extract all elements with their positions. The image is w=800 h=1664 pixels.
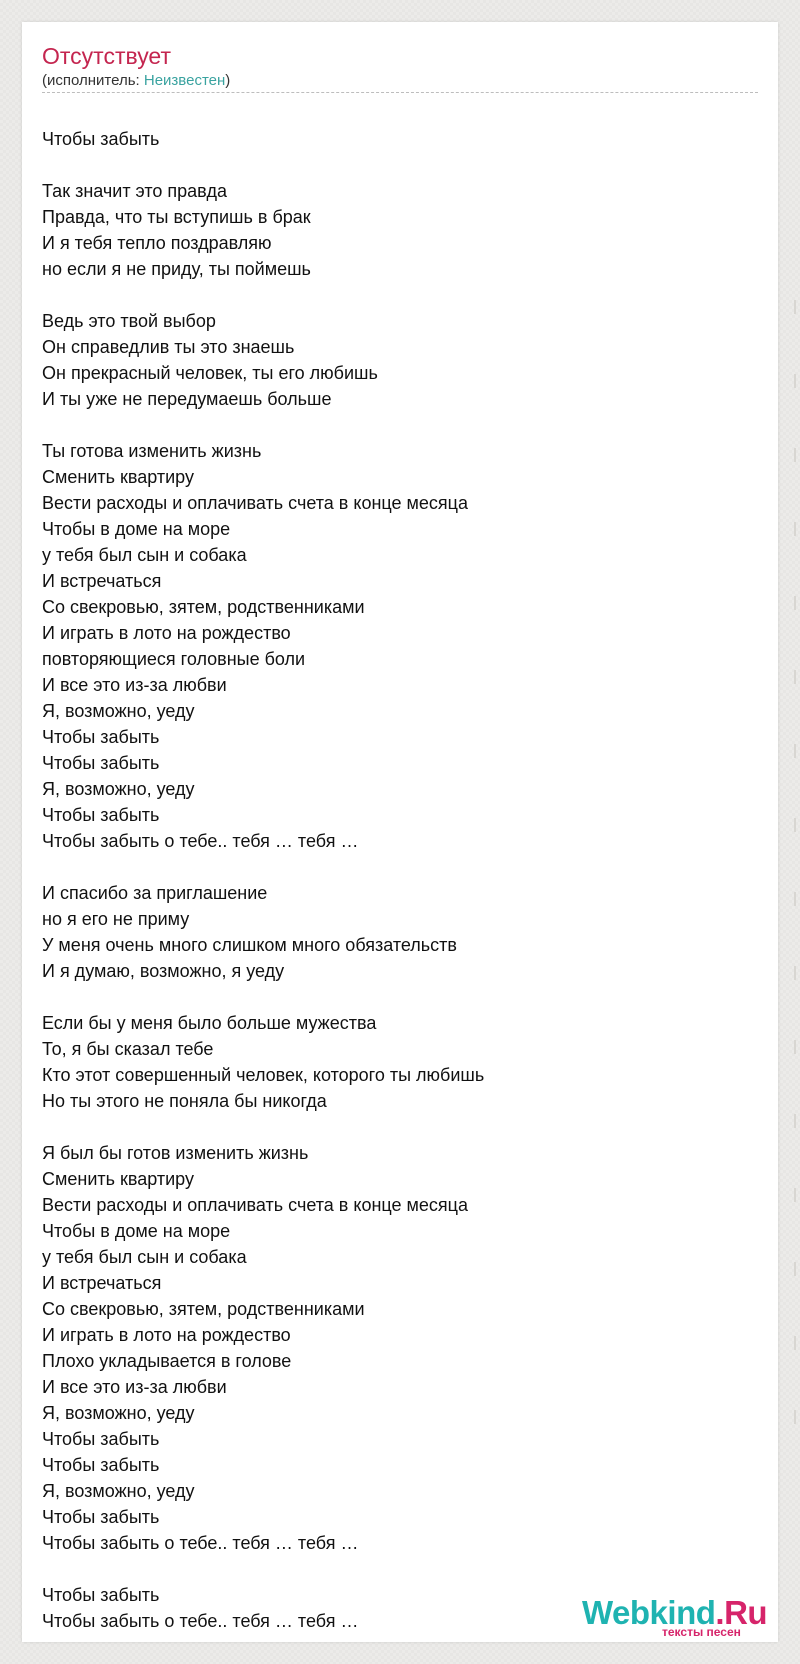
lyric-line: То, я бы сказал тебе <box>42 1039 214 1059</box>
lyric-line: У меня очень много слишком много обязательств <box>42 935 457 955</box>
lyric-line: Плохо укладывается в голове <box>42 1351 292 1371</box>
lyric-line: Так значит это правда <box>42 181 228 201</box>
logo-tagline: тексты песен <box>662 1625 741 1639</box>
artist-suffix: ) <box>225 72 231 89</box>
lyric-line: Он прекрасный человек, ты его любишь <box>42 363 378 383</box>
lyric-line <box>42 152 742 178</box>
lyric-line: И ты уже не передумаешь больше <box>42 389 332 409</box>
lyric-line: Я, возможно, уеду <box>42 1403 195 1423</box>
lyric-line: И играть в лото на рождество <box>42 623 291 643</box>
lyric-line: Правда, что ты вступишь в брак <box>42 207 311 227</box>
lyric-line: И встречаться <box>42 1273 162 1293</box>
lyric-line: Я, возможно, уеду <box>42 701 195 721</box>
lyric-line: Вести расходы и оплачивать счета в конце месяца <box>42 1195 468 1215</box>
artist-line <box>42 72 230 90</box>
lyric-line: Чтобы забыть <box>42 1585 160 1605</box>
lyric-line: у тебя был сын и собака <box>42 1247 247 1267</box>
lyric-line: И играть в лото на рождество <box>42 1325 291 1345</box>
lyric-line: Сменить квартиру <box>42 467 194 487</box>
lyric-line: Ты готова изменить жизнь <box>42 441 262 461</box>
lyric-line: Чтобы забыть <box>42 727 160 747</box>
logo-word: Webkind <box>582 1594 716 1631</box>
lyric-line: Чтобы забыть <box>42 1507 160 1527</box>
lyric-line: Вести расходы и оплачивать счета в конце месяца <box>42 493 468 513</box>
lyric-line: И встречаться <box>42 571 162 591</box>
lyric-line <box>42 412 742 438</box>
lyric-line: Ведь это твой выбор <box>42 311 216 331</box>
title-divider <box>42 92 758 93</box>
lyric-line: И я думаю, возможно, я уеду <box>42 961 285 981</box>
lyric-line <box>42 984 742 1010</box>
lyric-line: Со свекровью, зятем, родственниками <box>42 597 365 617</box>
lyric-line: И все это из-за любви <box>42 1377 227 1397</box>
lyric-line: Чтобы в доме на море <box>42 1221 231 1241</box>
lyric-line <box>42 282 742 308</box>
lyric-line: Со свекровью, зятем, родственниками <box>42 1299 365 1319</box>
lyric-line <box>42 854 742 880</box>
lyric-line: Чтобы забыть о тебе.. тебя … тебя … <box>42 1533 359 1553</box>
lyric-line: повторяющиеся головные боли <box>42 649 306 669</box>
lyric-line: но если я не приду, ты поймешь <box>42 259 311 279</box>
lyric-line <box>42 1114 742 1140</box>
lyric-line: Я, возможно, уеду <box>42 1481 195 1501</box>
lyric-line: И все это из-за любви <box>42 675 227 695</box>
page-edge-marks <box>794 300 797 1500</box>
webkind-logo[interactable] <box>582 1594 782 1639</box>
lyric-line: но я его не приму <box>42 909 190 929</box>
lyric-line: у тебя был сын и собака <box>42 545 247 565</box>
lyric-line: Чтобы забыть о тебе.. тебя … тебя … <box>42 831 359 851</box>
lyric-line: И спасибо за приглашение <box>42 883 268 903</box>
lyrics-text <box>42 126 742 1634</box>
lyric-line: Чтобы забыть <box>42 805 160 825</box>
lyric-line: Я был бы готов изменить жизнь <box>42 1143 309 1163</box>
lyric-line: Чтобы забыть <box>42 1455 160 1475</box>
lyric-line: Чтобы забыть о тебе.. тебя … тебя … <box>42 1611 359 1631</box>
lyric-line: Но ты этого не поняла бы никогда <box>42 1091 327 1111</box>
lyric-line: Он справедлив ты это знаешь <box>42 337 295 357</box>
artist-prefix: (исполнитель: <box>42 72 144 89</box>
lyric-line <box>42 1556 742 1582</box>
lyric-line: Чтобы забыть <box>42 753 160 773</box>
lyric-line: Чтобы забыть <box>42 129 160 149</box>
lyric-line: Чтобы в доме на море <box>42 519 231 539</box>
lyric-line: Чтобы забыть <box>42 1429 160 1449</box>
lyric-line: Я, возможно, уеду <box>42 779 195 799</box>
lyric-line: И я тебя тепло поздравляю <box>42 233 272 253</box>
artist-link[interactable]: Неизвестен <box>143 72 226 89</box>
song-title: Отсутствует <box>42 43 171 69</box>
lyric-line: Если бы у меня было больше мужества <box>42 1013 377 1033</box>
logo-domain: .Ru <box>715 1594 768 1631</box>
lyrics-card <box>22 22 778 1642</box>
lyric-line: Кто этот совершенный человек, которого ты любишь <box>42 1065 485 1085</box>
lyric-line: Сменить квартиру <box>42 1169 194 1189</box>
